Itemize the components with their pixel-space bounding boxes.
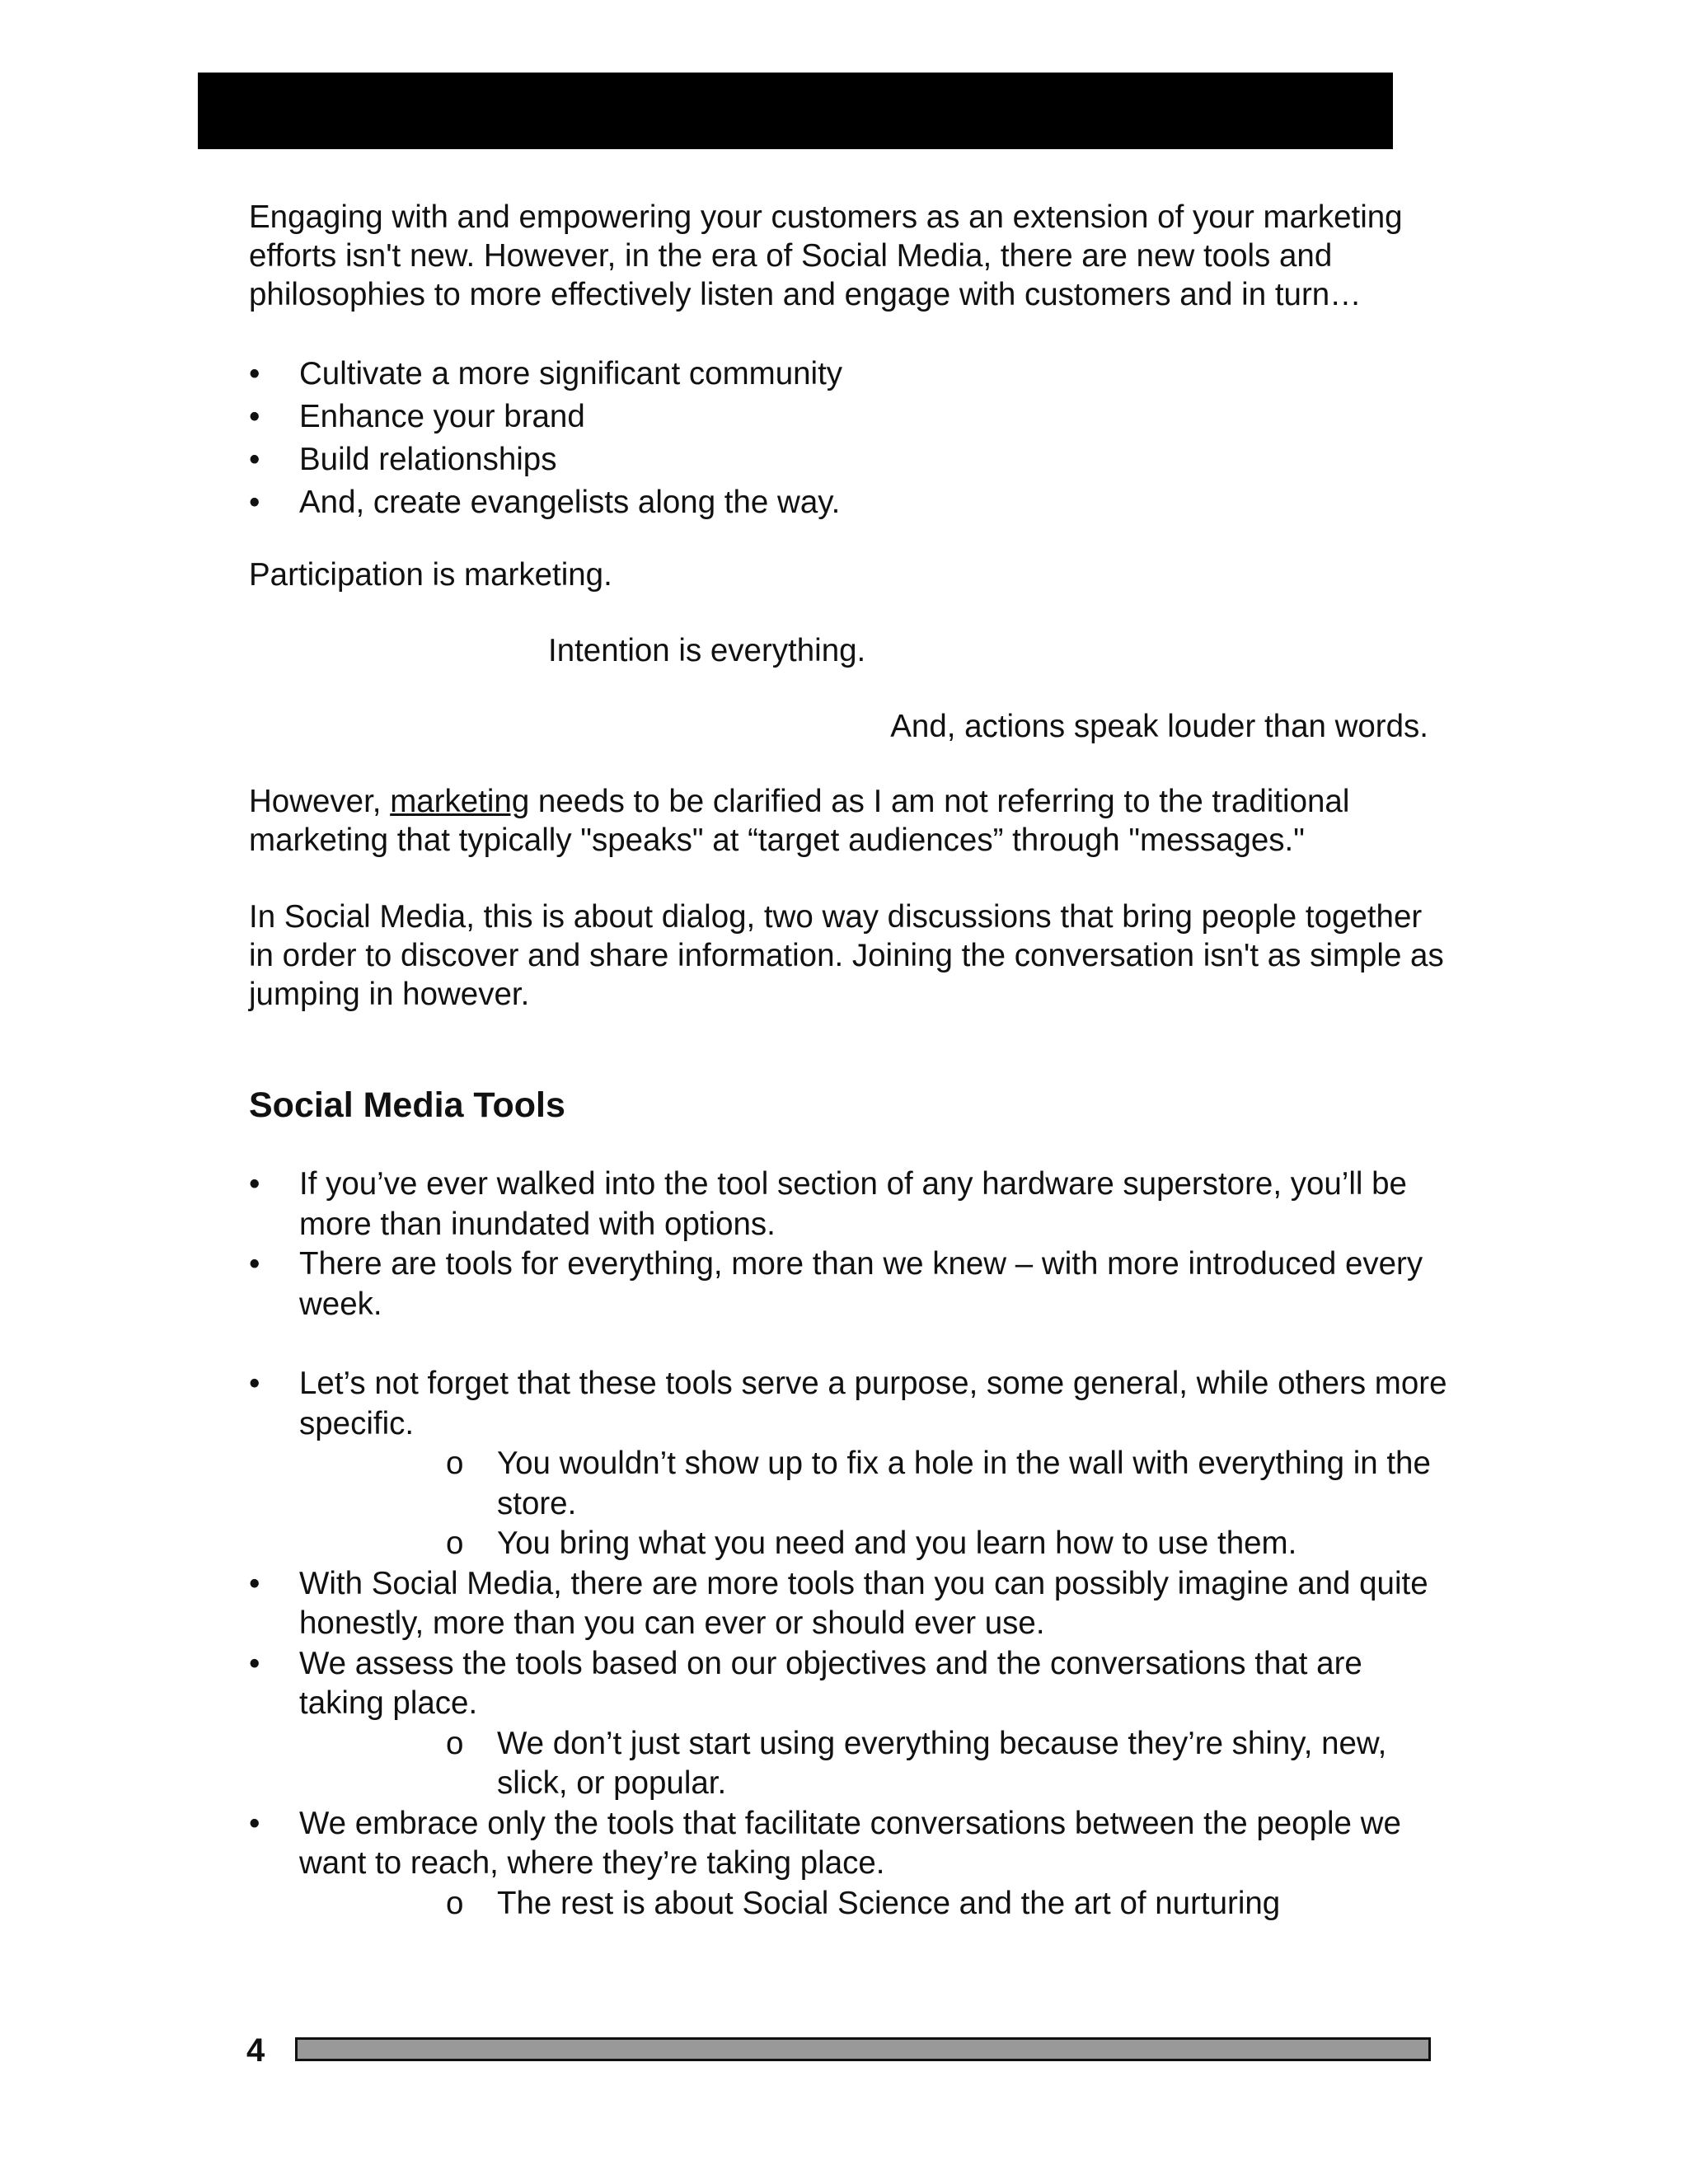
social-media-paragraph: In Social Media, this is about dialog, two way discussions that bring people together in order to discover and share information. Joining the conversation isn't as simple as jumping in however. — [249, 899, 1444, 1012]
benefits-list — [249, 353, 1452, 524]
sub-list — [299, 1884, 1452, 1924]
participation-statement: Participation is marketing. — [249, 557, 612, 593]
however-text-after: needs to be clarified as I am not referring to the traditional marketing that typically "speaks" at “target audiences” through "messages." — [249, 784, 1350, 858]
sub-list-item: o You bring what you need and you learn how to use them. — [299, 1524, 1452, 1564]
list-item: • If you’ve ever walked into the tool section of any hardware superstore, you’ll be more than inundated with options. — [249, 1165, 1452, 1244]
list-item: • And, create evangelists along the way. — [249, 481, 1452, 524]
sub-list — [299, 1444, 1452, 1564]
sub-list-item: o You wouldn’t show up to fix a hole in the wall with everything in the store. — [299, 1444, 1452, 1524]
list-item: • There are tools for everything, more than we knew – with more introduced every week. — [249, 1244, 1452, 1324]
page-content — [249, 198, 1452, 1924]
intro-paragraph: Engaging with and empowering your customers as an extension of your marketing efforts isn't new. However, in the era of Social Media, there are new tools and philosophies to more effectively listen and engage with customers and in turn… — [249, 199, 1403, 312]
marketing-underlined: marketing — [390, 784, 530, 819]
tools-list — [249, 1165, 1452, 1924]
list-item — [249, 1804, 1452, 1924]
list-item-text: Let’s not forget that these tools serve a purpose, some general, while others more specific. — [299, 1366, 1447, 1441]
list-item: • Build relationships — [249, 438, 1452, 481]
section-heading: Social Media Tools — [249, 1085, 565, 1125]
list-item-text: We embrace only the tools that facilitate conversations between the people we want to reach, where they’re taking place. — [299, 1805, 1401, 1881]
however-paragraph — [249, 782, 1452, 860]
however-text-before: However, — [249, 784, 391, 819]
list-item: • Enhance your brand — [249, 396, 1452, 438]
list-item-text: We assess the tools based on our objectives and the conversations that are taking place. — [299, 1645, 1362, 1721]
sub-list — [299, 1724, 1452, 1804]
header-bar — [198, 73, 1393, 149]
list-item — [249, 1644, 1452, 1804]
sub-list-item: o We don’t just start using everything because they’re shiny, new, slick, or popular. — [299, 1724, 1452, 1804]
sub-list-item: o The rest is about Social Science and the art of nurturing — [299, 1884, 1452, 1924]
list-item: • Cultivate a more significant community — [249, 353, 1452, 396]
page-number: 4 — [246, 2032, 265, 2069]
actions-statement: And, actions speak louder than words. — [890, 709, 1428, 744]
intention-statement: Intention is everything. — [548, 633, 866, 668]
list-item — [249, 1364, 1452, 1564]
list-item: • With Social Media, there are more tools than you can possibly imagine and quite honestly, more than you can ever or should ever use. — [249, 1564, 1452, 1644]
footer-bar — [295, 2037, 1431, 2061]
